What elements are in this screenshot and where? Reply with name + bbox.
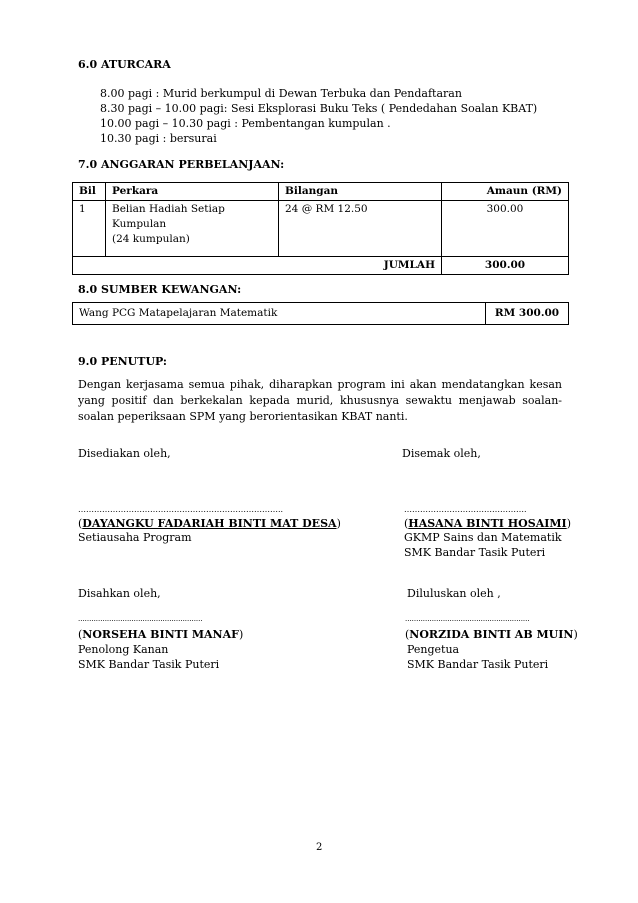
- signature-line: …………………………………………………………………..: [78, 505, 284, 514]
- cell-bilangan: 24 @ RM 12.50: [279, 201, 442, 257]
- checked-title: GKMP Sains dan Matematik: [404, 531, 562, 544]
- cell-amaun: 300.00: [442, 201, 569, 257]
- verified-by-label: Disahkan oleh,: [78, 587, 161, 600]
- page-number: 2: [316, 842, 323, 853]
- cell-perkara: [106, 201, 279, 257]
- prepared-name: (DAYANGKU FADARIAH BINTI MAT DESA): [78, 517, 341, 530]
- total-value: 300.00: [442, 257, 569, 275]
- approved-name-text: NORZIDA BINTI AB MUIN: [409, 628, 574, 641]
- funding-amount: RM 300.00: [486, 303, 569, 325]
- budget-table: [72, 182, 569, 275]
- verified-name-text: NORSEHA BINTI MANAF: [82, 628, 239, 641]
- approved-school: SMK Bandar Tasik Puteri: [407, 658, 549, 671]
- section-9-heading: 9.0 PENUTUP:: [78, 355, 167, 368]
- total-row: [73, 257, 569, 275]
- approved-by-label: Diluluskan oleh ,: [407, 587, 501, 600]
- approved-name: (NORZIDA BINTI AB MUIN): [405, 628, 578, 641]
- table-row: [73, 201, 569, 257]
- cell-bil: 1: [73, 201, 106, 257]
- schedule-item: 8.00 pagi : Murid berkumpul di Dewan Terbuka dan Pendaftaran: [100, 87, 462, 100]
- header-bil: Bil: [73, 183, 106, 201]
- approved-title: Pengetua: [407, 643, 460, 656]
- funding-table: [72, 302, 569, 325]
- total-label: JUMLAH: [279, 257, 442, 275]
- signature-line: ........................................................: [78, 615, 203, 623]
- schedule-item: 10.30 pagi : bersurai: [100, 132, 217, 145]
- signature-line: ........................................................: [405, 615, 530, 623]
- header-perkara: Perkara: [106, 183, 279, 201]
- checked-by-label: Disemak oleh,: [402, 447, 481, 460]
- prepared-by-label: Disediakan oleh,: [78, 447, 171, 460]
- checked-name-text: HASANA BINTI HOSAIMI: [408, 517, 567, 530]
- verified-title: Penolong Kanan: [78, 643, 169, 656]
- funding-source: Wang PCG Matapelajaran Matematik: [73, 303, 486, 325]
- verified-name: (NORSEHA BINTI MANAF): [78, 628, 244, 641]
- table-row: [73, 303, 569, 325]
- verified-school: SMK Bandar Tasik Puteri: [78, 658, 220, 671]
- section-7-heading: 7.0 ANGGARAN PERBELANJAAN:: [78, 158, 285, 171]
- schedule-item: 8.30 pagi – 10.00 pagi: Sesi Eksplorasi Buku Teks ( Pendedahan Soalan KBAT): [100, 102, 538, 115]
- budget-table-header: [73, 183, 569, 201]
- signature-line: ……………………………………….: [404, 505, 527, 514]
- perkara-line1: Belian Hadiah Setiap Kumpulan: [112, 203, 225, 230]
- schedule-item: 10.00 pagi – 10.30 pagi : Pembentangan kumpulan .: [100, 117, 391, 130]
- perkara-line2: (24 kumpulan): [112, 233, 190, 245]
- section-8-heading: 8.0 SUMBER KEWANGAN:: [78, 283, 242, 296]
- prepared-title: Setiausaha Program: [78, 531, 192, 544]
- header-amaun: Amaun (RM): [442, 183, 569, 201]
- header-bilangan: Bilangan: [279, 183, 442, 201]
- checked-school: SMK Bandar Tasik Puteri: [404, 546, 546, 559]
- section-6-heading: 6.0 ATURCARA: [78, 58, 171, 71]
- closing-paragraph: Dengan kerjasama semua pihak, diharapkan program ini akan mendatangkan kesan yang positif dan berkekalan kepada murid, khususnya sewaktu menjawab soalan-soalan peperiksaan SPM yang berorientasikan KBAT nanti.: [78, 378, 562, 423]
- checked-name: (HASANA BINTI HOSAIMI): [404, 517, 571, 530]
- prepared-name-text: DAYANGKU FADARIAH BINTI MAT DESA: [82, 517, 337, 530]
